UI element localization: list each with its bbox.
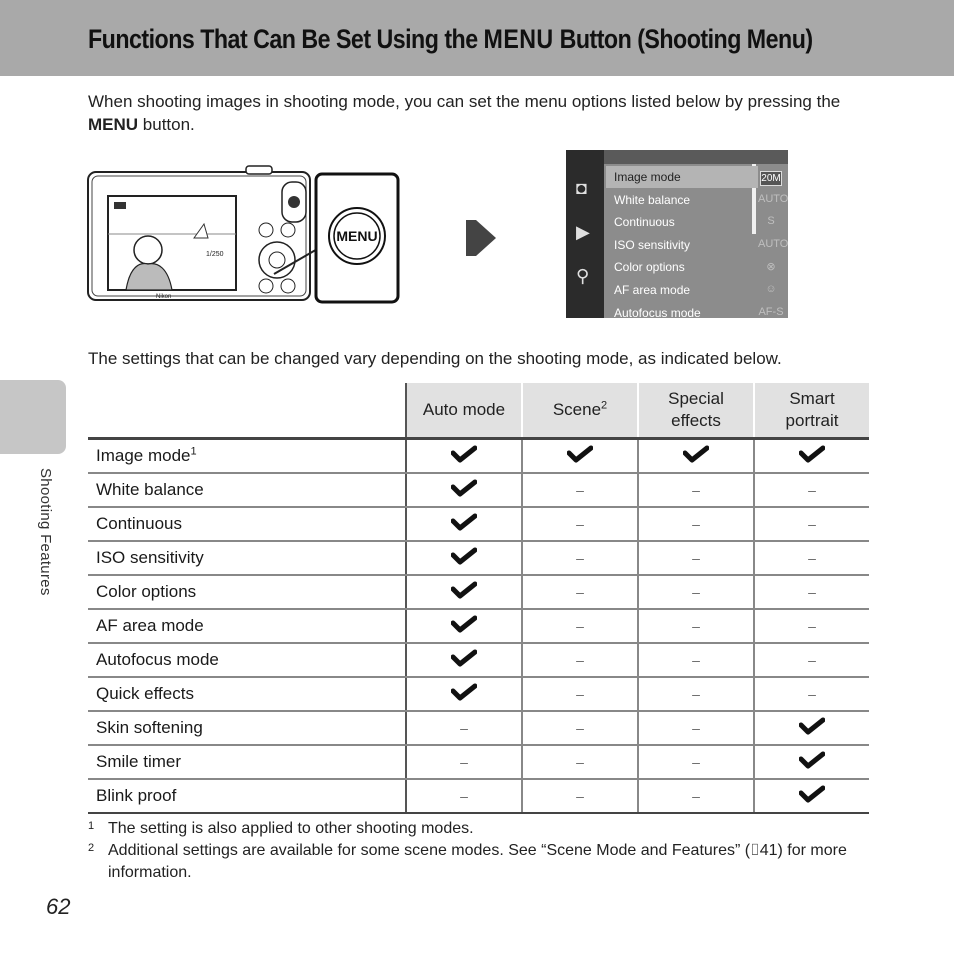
check-cell bbox=[406, 439, 522, 474]
feature-name: Skin softening bbox=[88, 711, 406, 745]
check-cell bbox=[754, 439, 869, 474]
movie-icon: ▶ bbox=[576, 222, 590, 242]
table-row bbox=[88, 711, 869, 745]
check-icon bbox=[799, 785, 825, 803]
dash-cell: – bbox=[522, 745, 638, 779]
table-row bbox=[88, 677, 869, 711]
check-icon bbox=[451, 581, 477, 599]
dash-cell: – bbox=[522, 473, 638, 507]
dash-cell: – bbox=[638, 541, 754, 575]
screen-menu-value: ⊗ bbox=[766, 261, 776, 274]
check-cell bbox=[522, 439, 638, 474]
dash-cell: – bbox=[522, 507, 638, 541]
camera-menu-screen bbox=[566, 150, 788, 318]
check-cell bbox=[406, 473, 522, 507]
dash-cell: – bbox=[638, 677, 754, 711]
check-icon bbox=[451, 615, 477, 633]
table-row bbox=[88, 541, 869, 575]
feature-name: ISO sensitivity bbox=[88, 541, 406, 575]
feature-name: Continuous bbox=[88, 507, 406, 541]
check-cell bbox=[754, 711, 869, 745]
screen-menu-value: S bbox=[767, 215, 775, 228]
screen-menu-item: Autofocus mode bbox=[614, 305, 701, 318]
dash-cell: – bbox=[638, 779, 754, 813]
dash-cell: – bbox=[754, 609, 869, 643]
svg-text:1/250: 1/250 bbox=[206, 251, 224, 258]
check-cell bbox=[754, 779, 869, 813]
dash-cell: – bbox=[638, 609, 754, 643]
dash-cell: – bbox=[754, 575, 869, 609]
svg-text:Nikon: Nikon bbox=[156, 294, 172, 300]
footnotes bbox=[88, 818, 868, 884]
feature-name: Quick effects bbox=[88, 677, 406, 711]
dash-cell: – bbox=[522, 575, 638, 609]
page-number: 62 bbox=[46, 894, 71, 919]
feature-name: Image mode$^1$ bbox=[88, 439, 406, 474]
dash-cell: – bbox=[522, 779, 638, 813]
dash-cell: – bbox=[406, 779, 522, 813]
menu-glyph: MENU bbox=[88, 115, 139, 134]
dash-cell: – bbox=[638, 643, 754, 677]
check-cell bbox=[406, 575, 522, 609]
check-cell bbox=[406, 609, 522, 643]
screen-menu-value: 20M bbox=[761, 173, 781, 184]
dash-cell: – bbox=[638, 473, 754, 507]
column-header: Scene$^2$ bbox=[522, 383, 638, 439]
right-arrow-icon bbox=[464, 218, 498, 258]
check-cell bbox=[638, 439, 754, 474]
screen-menu-item: ISO sensitivity bbox=[614, 237, 691, 252]
check-icon bbox=[451, 649, 477, 667]
column-header: Special effects bbox=[638, 383, 754, 439]
table-row bbox=[88, 575, 869, 609]
table-row bbox=[88, 439, 869, 474]
check-icon bbox=[799, 751, 825, 769]
table-row bbox=[88, 473, 869, 507]
check-icon bbox=[451, 513, 477, 531]
check-icon bbox=[451, 683, 477, 701]
table-row bbox=[88, 643, 869, 677]
dash-cell: – bbox=[754, 507, 869, 541]
dash-cell: – bbox=[522, 541, 638, 575]
check-cell bbox=[754, 745, 869, 779]
check-cell bbox=[406, 507, 522, 541]
dash-cell: – bbox=[522, 643, 638, 677]
column-header: Smart portrait bbox=[754, 383, 869, 439]
table-row bbox=[88, 779, 869, 813]
column-header: Auto mode bbox=[406, 383, 522, 439]
dash-cell: – bbox=[638, 745, 754, 779]
wrench-icon: ⚲ bbox=[576, 266, 590, 286]
screen-menu-value: AUTO bbox=[758, 237, 788, 250]
dash-cell: – bbox=[406, 745, 522, 779]
screen-menu-value: AUTO bbox=[758, 192, 788, 205]
feature-name: Blink proof bbox=[88, 779, 406, 813]
dash-cell: – bbox=[522, 711, 638, 745]
check-icon bbox=[451, 445, 477, 463]
dash-cell: – bbox=[754, 643, 869, 677]
feature-name: AF area mode bbox=[88, 609, 406, 643]
dash-cell: – bbox=[638, 507, 754, 541]
check-cell bbox=[406, 677, 522, 711]
menu-glyph: MENU bbox=[483, 24, 554, 54]
screen-menu-item: AF area mode bbox=[614, 283, 691, 297]
check-icon bbox=[683, 445, 709, 463]
screen-top-bar bbox=[604, 150, 788, 164]
check-cell bbox=[406, 643, 522, 677]
screen-menu-item: Continuous bbox=[614, 215, 675, 230]
dash-cell: – bbox=[754, 677, 869, 711]
page-title: Functions That Can Be Set Using the MENU Button (Shooting Menu) bbox=[88, 24, 813, 54]
table-row bbox=[88, 609, 869, 643]
feature-name: White balance bbox=[88, 473, 406, 507]
dash-cell: – bbox=[522, 677, 638, 711]
table-header-row bbox=[88, 383, 869, 439]
footnote: 1 The setting is also applied to other shooting modes. bbox=[88, 820, 474, 837]
intro-paragraph: When shooting images in shooting mode, you can set the menu options listed below by pressing the MENU button. bbox=[88, 92, 841, 134]
feature-name: Autofocus mode bbox=[88, 643, 406, 677]
svg-text:MENU: MENU bbox=[336, 228, 378, 244]
check-icon bbox=[451, 547, 477, 565]
screen-menu-value: ☺ bbox=[765, 283, 777, 295]
footnote: 2 Additional settings are available for some scene modes. See “Scene Mode and Features” (⌷41) for more information. bbox=[88, 842, 847, 881]
dash-cell: – bbox=[406, 711, 522, 745]
dash-cell: – bbox=[754, 473, 869, 507]
screen-menu-value: AF-S bbox=[758, 305, 784, 318]
dash-cell: – bbox=[638, 575, 754, 609]
section-tab bbox=[0, 380, 66, 454]
feature-name: Smile timer bbox=[88, 745, 406, 779]
screen-menu-item: White balance bbox=[614, 192, 691, 207]
check-icon bbox=[799, 717, 825, 735]
check-icon bbox=[799, 445, 825, 463]
camera-icon: ◘ bbox=[576, 178, 587, 198]
dash-cell: – bbox=[638, 711, 754, 745]
table-header-blank bbox=[88, 383, 406, 439]
screen-menu-item: Image mode bbox=[606, 166, 758, 188]
camera-back-illustration bbox=[86, 164, 402, 306]
check-icon bbox=[451, 479, 477, 497]
check-cell bbox=[406, 541, 522, 575]
table-row bbox=[88, 507, 869, 541]
dash-cell: – bbox=[754, 541, 869, 575]
table-intro: The settings that can be changed vary depending on the shooting mode, as indicated below. bbox=[88, 349, 782, 368]
check-icon bbox=[567, 445, 593, 463]
screen-menu-item: Color options bbox=[614, 260, 685, 275]
settings-table bbox=[88, 383, 869, 814]
dash-cell: – bbox=[522, 609, 638, 643]
feature-name: Color options bbox=[88, 575, 406, 609]
table-row bbox=[88, 745, 869, 779]
section-label: Shooting Features bbox=[37, 468, 54, 596]
